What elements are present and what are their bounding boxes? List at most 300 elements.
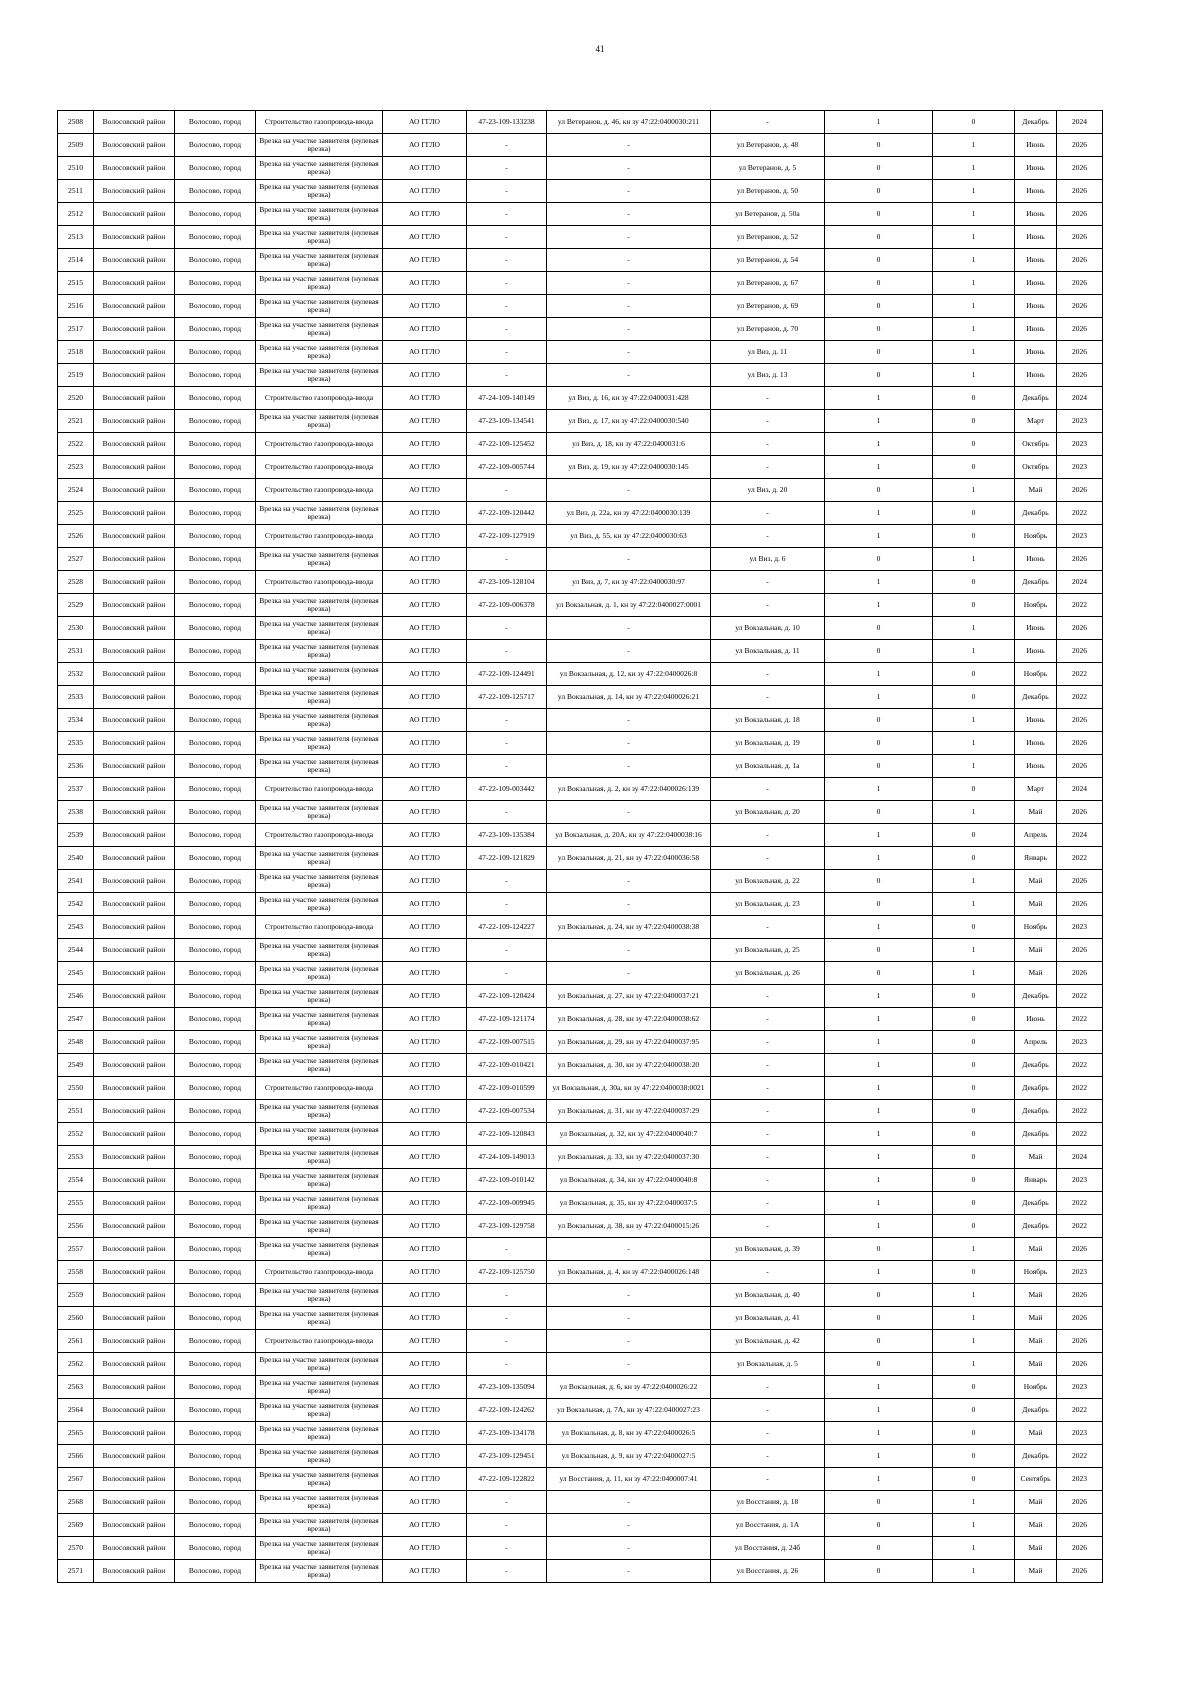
row-number: 2517 bbox=[58, 318, 94, 341]
year-cell: 2023 bbox=[1057, 1169, 1103, 1192]
address-cadastral-cell: ул Вокзальная, д. 32, кн зу 47:22:0400040:7 bbox=[547, 1123, 711, 1146]
year-cell: 2022 bbox=[1057, 594, 1103, 617]
month-cell: Май bbox=[1015, 479, 1057, 502]
table-row bbox=[58, 755, 1103, 778]
district-cell: Волосовский район bbox=[94, 571, 175, 594]
district-cell: Волосовский район bbox=[94, 1399, 175, 1422]
contract-number-cell: - bbox=[467, 1491, 547, 1514]
organization-cell: АО ГГЛО bbox=[383, 893, 467, 916]
year-cell: 2026 bbox=[1057, 341, 1103, 364]
contract-number-cell: 47-22-109-125717 bbox=[467, 686, 547, 709]
work-type-cell: Врезка на участке заявителя (нулевая врезка) bbox=[256, 870, 383, 893]
year-cell: 2026 bbox=[1057, 732, 1103, 755]
month-cell: Март bbox=[1015, 410, 1057, 433]
month-cell: Март bbox=[1015, 778, 1057, 801]
count-a-cell: 0 bbox=[825, 203, 933, 226]
district-cell: Волосовский район bbox=[94, 1537, 175, 1560]
table-row bbox=[58, 571, 1103, 594]
contract-number-cell: 47-23-109-133238 bbox=[467, 111, 547, 134]
count-b-cell: 1 bbox=[933, 755, 1015, 778]
organization-cell: АО ГГЛО bbox=[383, 755, 467, 778]
year-cell: 2023 bbox=[1057, 433, 1103, 456]
district-cell: Волосовский район bbox=[94, 1054, 175, 1077]
work-type-cell: Врезка на участке заявителя (нулевая врезка) bbox=[256, 1537, 383, 1560]
row-number: 2518 bbox=[58, 341, 94, 364]
organization-cell: АО ГГЛО bbox=[383, 824, 467, 847]
address-cell: ул Ветеранов, д. 67 bbox=[711, 272, 825, 295]
table-row bbox=[58, 1169, 1103, 1192]
contract-number-cell: - bbox=[467, 1537, 547, 1560]
contract-number-cell: - bbox=[467, 1560, 547, 1583]
count-b-cell: 1 bbox=[933, 1537, 1015, 1560]
address-cadastral-cell: ул Вокзальная, д. 1, кн зу 47:22:0400027:0001 bbox=[547, 594, 711, 617]
organization-cell: АО ГГЛО bbox=[383, 870, 467, 893]
address-cell: ул Ветеранов, д. 48 bbox=[711, 134, 825, 157]
settlement-cell: Волосово, город bbox=[175, 1307, 256, 1330]
settlement-cell: Волосово, город bbox=[175, 295, 256, 318]
settlement-cell: Волосово, город bbox=[175, 433, 256, 456]
count-a-cell: 1 bbox=[825, 433, 933, 456]
address-cadastral-cell: ул Виз, д. 17, кн зу 47:22:0400030:540 bbox=[547, 410, 711, 433]
row-number: 2571 bbox=[58, 1560, 94, 1583]
work-type-cell: Врезка на участке заявителя (нулевая врезка) bbox=[256, 663, 383, 686]
row-number: 2557 bbox=[58, 1238, 94, 1261]
settlement-cell: Волосово, город bbox=[175, 1031, 256, 1054]
address-cadastral-cell: - bbox=[547, 755, 711, 778]
month-cell: Июнь bbox=[1015, 318, 1057, 341]
count-a-cell: 1 bbox=[825, 1445, 933, 1468]
settlement-cell: Волосово, город bbox=[175, 1008, 256, 1031]
settlement-cell: Волосово, город bbox=[175, 1445, 256, 1468]
row-number: 2534 bbox=[58, 709, 94, 732]
year-cell: 2026 bbox=[1057, 295, 1103, 318]
settlement-cell: Волосово, город bbox=[175, 709, 256, 732]
address-cell: - bbox=[711, 1376, 825, 1399]
count-b-cell: 1 bbox=[933, 134, 1015, 157]
address-cell: ул Вокзальная, д. 26 bbox=[711, 962, 825, 985]
month-cell: Ноябрь bbox=[1015, 594, 1057, 617]
address-cadastral-cell: - bbox=[547, 1353, 711, 1376]
work-type-cell: Строительство газопровода-ввода bbox=[256, 778, 383, 801]
settlement-cell: Волосово, город bbox=[175, 502, 256, 525]
contract-number-cell: 47-22-109-122822 bbox=[467, 1468, 547, 1491]
month-cell: Июнь bbox=[1015, 548, 1057, 571]
contract-number-cell: 47-22-109-120843 bbox=[467, 1123, 547, 1146]
work-type-cell: Врезка на участке заявителя (нулевая врезка) bbox=[256, 1008, 383, 1031]
year-cell: 2026 bbox=[1057, 801, 1103, 824]
address-cadastral-cell: - bbox=[547, 548, 711, 571]
address-cadastral-cell: - bbox=[547, 1537, 711, 1560]
address-cell: ул Вокзальная, д. 11 bbox=[711, 640, 825, 663]
settlement-cell: Волосово, город bbox=[175, 870, 256, 893]
district-cell: Волосовский район bbox=[94, 456, 175, 479]
work-type-cell: Врезка на участке заявителя (нулевая врезка) bbox=[256, 203, 383, 226]
row-number: 2539 bbox=[58, 824, 94, 847]
count-b-cell: 1 bbox=[933, 709, 1015, 732]
table-row bbox=[58, 686, 1103, 709]
contract-number-cell: - bbox=[467, 295, 547, 318]
organization-cell: АО ГГЛО bbox=[383, 778, 467, 801]
count-a-cell: 0 bbox=[825, 617, 933, 640]
table-row bbox=[58, 456, 1103, 479]
organization-cell: АО ГГЛО bbox=[383, 847, 467, 870]
row-number: 2546 bbox=[58, 985, 94, 1008]
settlement-cell: Волосово, город bbox=[175, 525, 256, 548]
month-cell: Май bbox=[1015, 939, 1057, 962]
row-number: 2567 bbox=[58, 1468, 94, 1491]
count-a-cell: 0 bbox=[825, 1284, 933, 1307]
settlement-cell: Волосово, город bbox=[175, 1123, 256, 1146]
address-cadastral-cell: - bbox=[547, 1491, 711, 1514]
month-cell: Июнь bbox=[1015, 640, 1057, 663]
count-a-cell: 0 bbox=[825, 318, 933, 341]
count-a-cell: 0 bbox=[825, 893, 933, 916]
month-cell: Июнь bbox=[1015, 1008, 1057, 1031]
settlement-cell: Волосово, город bbox=[175, 801, 256, 824]
row-number: 2512 bbox=[58, 203, 94, 226]
district-cell: Волосовский район bbox=[94, 1468, 175, 1491]
organization-cell: АО ГГЛО bbox=[383, 1491, 467, 1514]
year-cell: 2023 bbox=[1057, 1031, 1103, 1054]
address-cell: - bbox=[711, 387, 825, 410]
row-number: 2537 bbox=[58, 778, 94, 801]
table-row bbox=[58, 1399, 1103, 1422]
work-type-cell: Врезка на участке заявителя (нулевая врезка) bbox=[256, 985, 383, 1008]
contract-number-cell: - bbox=[467, 364, 547, 387]
settlement-cell: Волосово, город bbox=[175, 364, 256, 387]
address-cell: ул Вокзальная, д. 42 bbox=[711, 1330, 825, 1353]
month-cell: Декабрь bbox=[1015, 1215, 1057, 1238]
contract-number-cell: 47-22-109-003442 bbox=[467, 778, 547, 801]
table-row bbox=[58, 1238, 1103, 1261]
address-cell: - bbox=[711, 1123, 825, 1146]
count-b-cell: 1 bbox=[933, 640, 1015, 663]
organization-cell: АО ГГЛО bbox=[383, 1284, 467, 1307]
year-cell: 2024 bbox=[1057, 387, 1103, 410]
work-type-cell: Строительство газопровода-ввода bbox=[256, 916, 383, 939]
address-cadastral-cell: - bbox=[547, 893, 711, 916]
count-b-cell: 0 bbox=[933, 916, 1015, 939]
contract-number-cell: - bbox=[467, 962, 547, 985]
year-cell: 2026 bbox=[1057, 134, 1103, 157]
count-a-cell: 0 bbox=[825, 1491, 933, 1514]
district-cell: Волосовский район bbox=[94, 1376, 175, 1399]
month-cell: Май bbox=[1015, 1330, 1057, 1353]
settlement-cell: Волосово, город bbox=[175, 548, 256, 571]
count-a-cell: 1 bbox=[825, 1031, 933, 1054]
work-type-cell: Строительство газопровода-ввода bbox=[256, 111, 383, 134]
address-cadastral-cell: - bbox=[547, 341, 711, 364]
count-b-cell: 0 bbox=[933, 686, 1015, 709]
row-number: 2570 bbox=[58, 1537, 94, 1560]
month-cell: Июнь bbox=[1015, 709, 1057, 732]
address-cell: - bbox=[711, 1261, 825, 1284]
month-cell: Ноябрь bbox=[1015, 663, 1057, 686]
organization-cell: АО ГГЛО bbox=[383, 410, 467, 433]
contract-number-cell: - bbox=[467, 157, 547, 180]
address-cadastral-cell: - bbox=[547, 1514, 711, 1537]
organization-cell: АО ГГЛО bbox=[383, 364, 467, 387]
organization-cell: АО ГГЛО bbox=[383, 962, 467, 985]
organization-cell: АО ГГЛО bbox=[383, 341, 467, 364]
district-cell: Волосовский район bbox=[94, 249, 175, 272]
contract-number-cell: 47-23-109-128104 bbox=[467, 571, 547, 594]
work-type-cell: Врезка на участке заявителя (нулевая врезка) bbox=[256, 1215, 383, 1238]
month-cell: Июнь bbox=[1015, 295, 1057, 318]
row-number: 2530 bbox=[58, 617, 94, 640]
address-cadastral-cell: ул Вокзальная, д. 24, кн зу 47:22:0400038:38 bbox=[547, 916, 711, 939]
work-type-cell: Строительство газопровода-ввода bbox=[256, 1261, 383, 1284]
month-cell: Июнь bbox=[1015, 755, 1057, 778]
work-type-cell: Врезка на участке заявителя (нулевая врезка) bbox=[256, 732, 383, 755]
contract-number-cell: - bbox=[467, 134, 547, 157]
contract-number-cell: 47-22-109-120424 bbox=[467, 985, 547, 1008]
address-cadastral-cell: ул Виз, д. 16, кн зу 47:22:0400031:428 bbox=[547, 387, 711, 410]
settlement-cell: Волосово, город bbox=[175, 571, 256, 594]
count-a-cell: 0 bbox=[825, 1238, 933, 1261]
contract-number-cell: - bbox=[467, 479, 547, 502]
table-row bbox=[58, 502, 1103, 525]
contract-number-cell: - bbox=[467, 732, 547, 755]
row-number: 2538 bbox=[58, 801, 94, 824]
count-b-cell: 0 bbox=[933, 594, 1015, 617]
year-cell: 2026 bbox=[1057, 203, 1103, 226]
organization-cell: АО ГГЛО bbox=[383, 1422, 467, 1445]
contract-number-cell: 47-22-109-125452 bbox=[467, 433, 547, 456]
count-a-cell: 1 bbox=[825, 824, 933, 847]
count-b-cell: 0 bbox=[933, 456, 1015, 479]
address-cell: - bbox=[711, 1077, 825, 1100]
address-cadastral-cell: - bbox=[547, 479, 711, 502]
district-cell: Волосовский район bbox=[94, 939, 175, 962]
month-cell: Май bbox=[1015, 1284, 1057, 1307]
month-cell: Декабрь bbox=[1015, 571, 1057, 594]
row-number: 2568 bbox=[58, 1491, 94, 1514]
address-cell: ул Ветеранов, д. 5 bbox=[711, 157, 825, 180]
district-cell: Волосовский район bbox=[94, 387, 175, 410]
count-b-cell: 1 bbox=[933, 318, 1015, 341]
address-cadastral-cell: ул Вокзальная, д. 31, кн зу 47:22:0400037:29 bbox=[547, 1100, 711, 1123]
district-cell: Волосовский район bbox=[94, 962, 175, 985]
month-cell: Май bbox=[1015, 962, 1057, 985]
organization-cell: АО ГГЛО bbox=[383, 1376, 467, 1399]
contract-number-cell: 47-22-109-121174 bbox=[467, 1008, 547, 1031]
district-cell: Волосовский район bbox=[94, 709, 175, 732]
settlement-cell: Волосово, город bbox=[175, 1169, 256, 1192]
month-cell: Декабрь bbox=[1015, 686, 1057, 709]
organization-cell: АО ГГЛО bbox=[383, 1077, 467, 1100]
settlement-cell: Волосово, город bbox=[175, 387, 256, 410]
contract-number-cell: 47-22-109-006378 bbox=[467, 594, 547, 617]
work-type-cell: Врезка на участке заявителя (нулевая врезка) bbox=[256, 1123, 383, 1146]
year-cell: 2022 bbox=[1057, 1123, 1103, 1146]
row-number: 2554 bbox=[58, 1169, 94, 1192]
year-cell: 2026 bbox=[1057, 1491, 1103, 1514]
contract-number-cell: - bbox=[467, 226, 547, 249]
district-cell: Волосовский район bbox=[94, 1445, 175, 1468]
contract-number-cell: 47-23-109-129451 bbox=[467, 1445, 547, 1468]
year-cell: 2026 bbox=[1057, 249, 1103, 272]
count-b-cell: 1 bbox=[933, 939, 1015, 962]
address-cadastral-cell: ул Вокзальная, д. 35, кн зу 47:22:0400037:5 bbox=[547, 1192, 711, 1215]
district-cell: Волосовский район bbox=[94, 916, 175, 939]
district-cell: Волосовский район bbox=[94, 847, 175, 870]
row-number: 2524 bbox=[58, 479, 94, 502]
contract-number-cell: - bbox=[467, 1238, 547, 1261]
address-cell: ул Вокзальная, д. 19 bbox=[711, 732, 825, 755]
row-number: 2566 bbox=[58, 1445, 94, 1468]
address-cell: - bbox=[711, 410, 825, 433]
row-number: 2532 bbox=[58, 663, 94, 686]
address-cell: ул Вокзальная, д. 40 bbox=[711, 1284, 825, 1307]
count-a-cell: 1 bbox=[825, 456, 933, 479]
contract-number-cell: - bbox=[467, 318, 547, 341]
table-row bbox=[58, 203, 1103, 226]
contract-number-cell: - bbox=[467, 709, 547, 732]
address-cell: ул Ветеранов, д. 70 bbox=[711, 318, 825, 341]
row-number: 2516 bbox=[58, 295, 94, 318]
organization-cell: АО ГГЛО bbox=[383, 985, 467, 1008]
count-b-cell: 0 bbox=[933, 1422, 1015, 1445]
address-cadastral-cell: - bbox=[547, 1284, 711, 1307]
count-a-cell: 0 bbox=[825, 341, 933, 364]
month-cell: Ноябрь bbox=[1015, 916, 1057, 939]
settlement-cell: Волосово, город bbox=[175, 1146, 256, 1169]
count-a-cell: 0 bbox=[825, 1330, 933, 1353]
year-cell: 2026 bbox=[1057, 1560, 1103, 1583]
table-row bbox=[58, 824, 1103, 847]
count-b-cell: 0 bbox=[933, 1215, 1015, 1238]
district-cell: Волосовский район bbox=[94, 479, 175, 502]
year-cell: 2022 bbox=[1057, 847, 1103, 870]
organization-cell: АО ГГЛО bbox=[383, 433, 467, 456]
year-cell: 2023 bbox=[1057, 1468, 1103, 1491]
table-row bbox=[58, 1422, 1103, 1445]
address-cadastral-cell: ул Вокзальная, д. 30а, кн зу 47:22:0400038:0021 bbox=[547, 1077, 711, 1100]
month-cell: Июнь bbox=[1015, 732, 1057, 755]
count-a-cell: 0 bbox=[825, 364, 933, 387]
address-cadastral-cell: - bbox=[547, 939, 711, 962]
month-cell: Апрель bbox=[1015, 1031, 1057, 1054]
count-a-cell: 1 bbox=[825, 686, 933, 709]
count-b-cell: 1 bbox=[933, 1514, 1015, 1537]
count-a-cell: 1 bbox=[825, 571, 933, 594]
organization-cell: АО ГГЛО bbox=[383, 249, 467, 272]
table-row bbox=[58, 157, 1103, 180]
year-cell: 2022 bbox=[1057, 1399, 1103, 1422]
row-number: 2523 bbox=[58, 456, 94, 479]
month-cell: Декабрь bbox=[1015, 1100, 1057, 1123]
address-cadastral-cell: - bbox=[547, 617, 711, 640]
settlement-cell: Волосово, город bbox=[175, 456, 256, 479]
year-cell: 2024 bbox=[1057, 571, 1103, 594]
address-cadastral-cell: - bbox=[547, 157, 711, 180]
contract-number-cell: 47-22-109-124227 bbox=[467, 916, 547, 939]
month-cell: Июнь bbox=[1015, 203, 1057, 226]
work-type-cell: Строительство газопровода-ввода bbox=[256, 525, 383, 548]
organization-cell: АО ГГЛО bbox=[383, 1330, 467, 1353]
count-b-cell: 0 bbox=[933, 847, 1015, 870]
month-cell: Сентябрь bbox=[1015, 1468, 1057, 1491]
table-body bbox=[58, 111, 1103, 1583]
district-cell: Волосовский район bbox=[94, 1261, 175, 1284]
district-cell: Волосовский район bbox=[94, 1422, 175, 1445]
work-type-cell: Врезка на участке заявителя (нулевая врезка) bbox=[256, 939, 383, 962]
count-b-cell: 0 bbox=[933, 1445, 1015, 1468]
table-row bbox=[58, 134, 1103, 157]
year-cell: 2022 bbox=[1057, 1077, 1103, 1100]
table-row bbox=[58, 1514, 1103, 1537]
address-cell: ул Ветеранов, д. 50 bbox=[711, 180, 825, 203]
count-a-cell: 1 bbox=[825, 1261, 933, 1284]
contract-number-cell: 47-22-109-120442 bbox=[467, 502, 547, 525]
table-row bbox=[58, 1192, 1103, 1215]
count-a-cell: 0 bbox=[825, 157, 933, 180]
contract-number-cell: - bbox=[467, 755, 547, 778]
organization-cell: АО ГГЛО bbox=[383, 272, 467, 295]
year-cell: 2026 bbox=[1057, 1330, 1103, 1353]
address-cell: - bbox=[711, 571, 825, 594]
count-a-cell: 0 bbox=[825, 1353, 933, 1376]
address-cadastral-cell: - bbox=[547, 1307, 711, 1330]
table-row bbox=[58, 847, 1103, 870]
row-number: 2550 bbox=[58, 1077, 94, 1100]
settlement-cell: Волосово, город bbox=[175, 778, 256, 801]
contract-number-cell: 47-24-109-140149 bbox=[467, 387, 547, 410]
address-cell: - bbox=[711, 686, 825, 709]
year-cell: 2026 bbox=[1057, 893, 1103, 916]
month-cell: Июнь bbox=[1015, 134, 1057, 157]
organization-cell: АО ГГЛО bbox=[383, 1008, 467, 1031]
year-cell: 2026 bbox=[1057, 1307, 1103, 1330]
row-number: 2562 bbox=[58, 1353, 94, 1376]
work-type-cell: Врезка на участке заявителя (нулевая врезка) bbox=[256, 801, 383, 824]
district-cell: Волосовский район bbox=[94, 134, 175, 157]
month-cell: Июнь bbox=[1015, 157, 1057, 180]
contract-number-cell: - bbox=[467, 1330, 547, 1353]
settlement-cell: Волосово, город bbox=[175, 272, 256, 295]
count-b-cell: 0 bbox=[933, 1468, 1015, 1491]
address-cell: ул Вокзальная, д. 20 bbox=[711, 801, 825, 824]
table-row bbox=[58, 1353, 1103, 1376]
row-number: 2511 bbox=[58, 180, 94, 203]
address-cell: - bbox=[711, 502, 825, 525]
count-a-cell: 0 bbox=[825, 755, 933, 778]
row-number: 2569 bbox=[58, 1514, 94, 1537]
table-row bbox=[58, 272, 1103, 295]
work-type-cell: Врезка на участке заявителя (нулевая врезка) bbox=[256, 893, 383, 916]
address-cadastral-cell: - bbox=[547, 732, 711, 755]
contract-number-cell: 47-22-109-010142 bbox=[467, 1169, 547, 1192]
address-cell: ул Вокзальная, д. 10 bbox=[711, 617, 825, 640]
address-cell: - bbox=[711, 1008, 825, 1031]
address-cell: ул Виз, д. 13 bbox=[711, 364, 825, 387]
district-cell: Волосовский район bbox=[94, 617, 175, 640]
count-b-cell: 0 bbox=[933, 1376, 1015, 1399]
count-a-cell: 1 bbox=[825, 594, 933, 617]
row-number: 2551 bbox=[58, 1100, 94, 1123]
count-a-cell: 0 bbox=[825, 180, 933, 203]
month-cell: Июнь bbox=[1015, 272, 1057, 295]
address-cell: ул Виз, д. 11 bbox=[711, 341, 825, 364]
month-cell: Май bbox=[1015, 1238, 1057, 1261]
settlement-cell: Волосово, город bbox=[175, 1399, 256, 1422]
contract-number-cell: - bbox=[467, 1353, 547, 1376]
contract-number-cell: - bbox=[467, 870, 547, 893]
row-number: 2544 bbox=[58, 939, 94, 962]
contract-number-cell: 47-23-109-134178 bbox=[467, 1422, 547, 1445]
table-row bbox=[58, 1468, 1103, 1491]
